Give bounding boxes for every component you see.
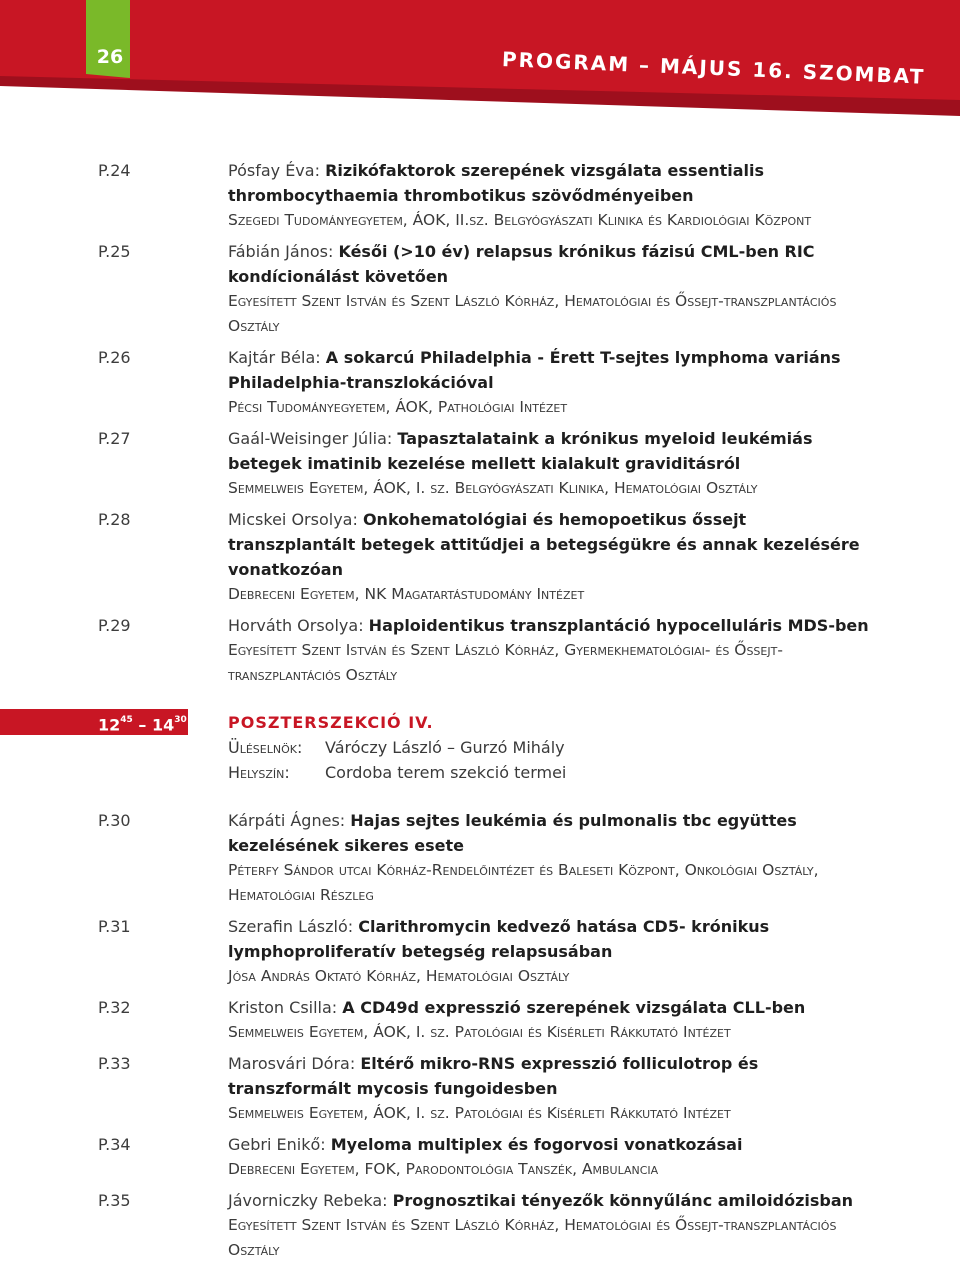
poster-list-bottom	[0, 808, 960, 1263]
poster-entry	[0, 995, 960, 1045]
poster-entry	[0, 239, 960, 339]
poster-heading	[228, 426, 878, 476]
poster-heading	[228, 1051, 878, 1101]
session-time-bar	[0, 709, 188, 735]
poster-entry	[0, 1188, 960, 1263]
poster-title: Myeloma multiplex és fogorvosi vonatkozásai	[330, 1135, 743, 1154]
poster-body	[228, 808, 878, 908]
poster-code: P.34	[98, 1135, 131, 1154]
poster-code: P.29	[98, 616, 131, 635]
poster-entry	[0, 914, 960, 989]
poster-title: Prognosztikai tényezők könnyűlánc amiloidózisban	[392, 1191, 854, 1210]
poster-author: Kajtár Béla:	[228, 348, 321, 367]
poster-body	[228, 1132, 878, 1182]
poster-author: Szerafin László:	[228, 917, 354, 936]
poster-title: A sokarcú Philadelphia - Érett T-sejtes lymphoma variáns Philadelphia-transzlokációval	[228, 348, 841, 392]
poster-heading	[228, 1132, 878, 1157]
poster-author: Marosvári Dóra:	[228, 1054, 356, 1073]
session-title: POSZTERSZEKCIÓ IV.	[228, 713, 434, 732]
poster-code: P.25	[98, 242, 131, 261]
poster-title: Haploidentikus transzplantáció hypocelluláris MDS-ben	[368, 616, 869, 635]
poster-affiliation: Pécsi Tudományegyetem, ÁOK, Pathológiai Intézet	[228, 398, 568, 416]
poster-heading	[228, 613, 878, 638]
poster-entry	[0, 613, 960, 688]
poster-body	[228, 995, 878, 1045]
poster-heading	[228, 808, 878, 858]
poster-author: Jávorniczky Rebeka:	[228, 1191, 388, 1210]
page-number: 26	[96, 46, 124, 68]
poster-heading	[228, 914, 878, 964]
poster-author: Gaál-Weisinger Júlia:	[228, 429, 393, 448]
poster-title: Tapasztalataink a krónikus myeloid leukémiás betegek imatinib kezelése mellett kialakult graviditásról	[228, 429, 813, 473]
poster-body	[228, 158, 878, 233]
venue-label: Helyszín:	[228, 763, 290, 782]
poster-code: P.27	[98, 429, 131, 448]
poster-entry	[0, 507, 960, 607]
poster-body	[228, 345, 878, 420]
poster-list-top	[0, 158, 960, 688]
poster-entry	[0, 345, 960, 420]
poster-affiliation: Semmelweis Egyetem, ÁOK, I. sz. Patológiai és Kísérleti Rákkutató Intézet	[228, 1023, 731, 1041]
poster-heading	[228, 239, 878, 289]
poster-code: P.31	[98, 917, 131, 936]
poster-title: Késői (>10 év) relapsus krónikus fázisú CML-ben RIC kondícionálást követően	[228, 242, 815, 286]
poster-body	[228, 1051, 878, 1126]
poster-author: Fábián János:	[228, 242, 334, 261]
poster-entry	[0, 808, 960, 908]
session-venue	[228, 760, 566, 785]
poster-title: Eltérő mikro-RNS expresszió folliculotrop és transzformált mycosis fungoidesben	[228, 1054, 759, 1098]
poster-affiliation: Szegedi Tudományegyetem, ÁOK, II.sz. Belgyógyászati Klinika és Kardiológiai Központ	[228, 211, 812, 229]
poster-code: P.24	[98, 161, 131, 180]
poster-heading	[228, 507, 878, 582]
poster-author: Kriston Csilla:	[228, 998, 338, 1017]
poster-title: A CD49d expresszió szerepének vizsgálata CLL-ben	[342, 998, 806, 1017]
poster-author: Pósfay Éva:	[228, 161, 320, 180]
poster-body	[228, 1188, 878, 1263]
page-header	[0, 0, 960, 116]
poster-affiliation: Semmelweis Egyetem, ÁOK, I. sz. Belgyógyászati Klinika, Hematológiai Osztály	[228, 479, 758, 497]
poster-entry	[0, 426, 960, 501]
session-chairs	[228, 735, 565, 760]
header-title: PROGRAM – MÁJUS 16. SZOMBAT	[501, 47, 926, 89]
poster-heading	[228, 995, 878, 1020]
poster-entry	[0, 1132, 960, 1182]
poster-author: Kárpáti Ágnes:	[228, 811, 346, 830]
poster-entry	[0, 158, 960, 233]
poster-code: P.26	[98, 348, 131, 367]
venue-value: Cordoba terem szekció termei	[325, 763, 567, 782]
poster-affiliation: Péterfy Sándor utcai Kórház-Rendelőintézet és Baleseti Központ, Onkológiai Osztály, Hematológiai Részleg	[228, 861, 819, 904]
poster-heading	[228, 345, 878, 395]
poster-body	[228, 507, 878, 607]
poster-body	[228, 239, 878, 339]
poster-affiliation: Debreceni Egyetem, FOK, Parodontológia Tanszék, Ambulancia	[228, 1160, 659, 1178]
poster-affiliation: Egyesített Szent István és Szent László Kórház, Hematológiai és Őssejt-transzplantációs Osztály	[228, 1216, 837, 1259]
poster-affiliation: Debreceni Egyetem, NK Magatartástudomány Intézet	[228, 585, 585, 603]
poster-author: Gebri Enikő:	[228, 1135, 326, 1154]
poster-code: P.30	[98, 811, 131, 830]
poster-affiliation: Egyesített Szent István és Szent László Kórház, Hematológiai és Őssejt-transzplantációs Osztály	[228, 292, 837, 335]
poster-heading	[228, 158, 878, 208]
poster-body	[228, 613, 878, 688]
poster-affiliation: Jósa András Oktató Kórház, Hematológiai Osztály	[228, 967, 570, 985]
poster-heading	[228, 1188, 878, 1213]
session-time: $12^{45} - 14^{30}$	[98, 715, 187, 735]
chairs-label: Üléselnök:	[228, 738, 303, 757]
poster-body	[228, 914, 878, 989]
poster-title: Onkohematológiai és hemopoetikus őssejt transzplantált betegek attitűdjei a betegségükre és annak kezelésére vonatkozóan	[228, 510, 860, 579]
poster-author: Horváth Orsolya:	[228, 616, 364, 635]
poster-author: Micskei Orsolya:	[228, 510, 358, 529]
poster-affiliation: Egyesített Szent István és Szent László Kórház, Gyermekhematológiai- és Őssejt-transzplantációs Osztály	[228, 641, 783, 684]
poster-title: Rizikófaktorok szerepének vizsgálata essentialis thrombocythaemia thrombotikus szövődményeiben	[228, 161, 765, 205]
poster-code: P.33	[98, 1054, 131, 1073]
poster-affiliation: Semmelweis Egyetem, ÁOK, I. sz. Patológiai és Kísérleti Rákkutató Intézet	[228, 1104, 731, 1122]
poster-title: Hajas sejtes leukémia és pulmonalis tbc együttes kezelésének sikeres esete	[228, 811, 797, 855]
poster-body	[228, 426, 878, 501]
header-banner	[0, 0, 960, 116]
poster-code: P.28	[98, 510, 131, 529]
poster-entry	[0, 1051, 960, 1126]
poster-code: P.32	[98, 998, 131, 1017]
poster-code: P.35	[98, 1191, 131, 1210]
poster-title: Clarithromycin kedvező hatása CD5- krónikus lymphoproliferatív betegség relapsusában	[228, 917, 770, 961]
chairs-value: Váróczy László – Gurzó Mihály	[325, 738, 565, 757]
